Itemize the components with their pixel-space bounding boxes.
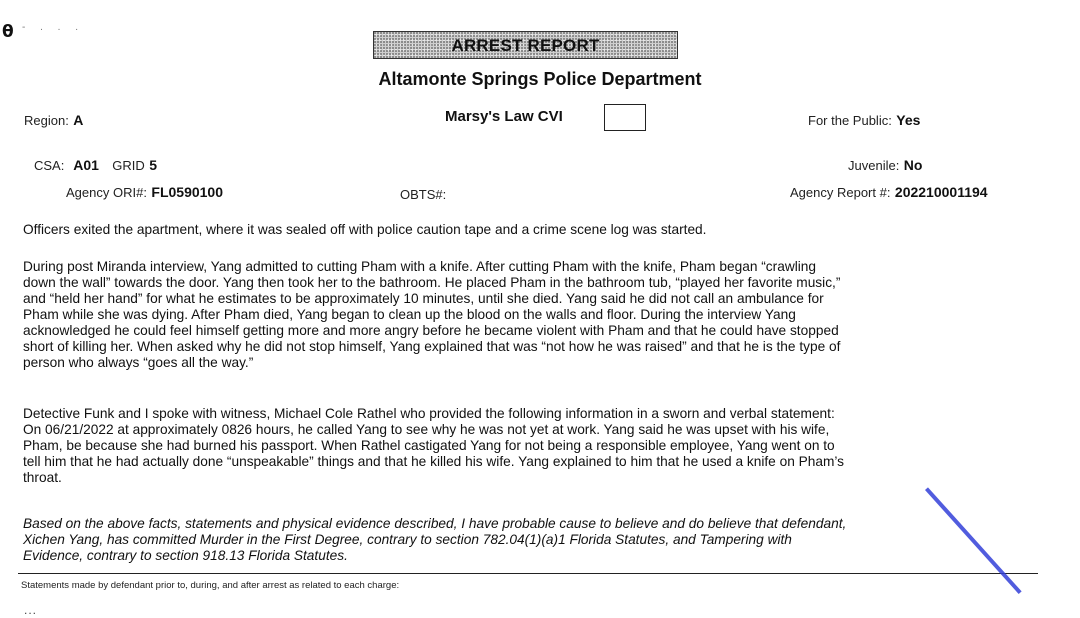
juvenile-value: No [903, 157, 923, 173]
ori-field [66, 184, 223, 202]
region-label: Region: [24, 113, 69, 128]
report-number-field [790, 184, 988, 202]
narrative-paragraph-1 [23, 222, 1043, 238]
narrative-line: Pham while she was dying. After Pham died, Yang began to clean up the blood on the walls and floor. During the interview Yang [23, 307, 796, 322]
section-divider [18, 573, 1038, 574]
narrative-line: and “held her hand” for what he estimates to be approximately 10 minutes, until she died. Yang said he did not call an ambulance for [23, 291, 824, 306]
report-number-value: 202210001194 [894, 184, 988, 200]
narrative-line: Based on the above facts, statements and physical evidence described, I have probable cause to believe and do believe that defendant, [23, 516, 847, 531]
region-field [24, 112, 83, 130]
public-field [808, 112, 920, 130]
grid-label: GRID [112, 158, 145, 173]
narrative-line: short of killing her. When asked why he did not stop himself, Yang explained that was “not how he was raised” and that he is the type of [23, 339, 841, 354]
narrative-line: Evidence, contrary to section 918.13 Florida Statutes. [23, 548, 348, 563]
corner-handwritten-mark: θ [2, 22, 14, 42]
obts-field [400, 186, 446, 204]
public-label: For the Public: [808, 113, 892, 128]
department-name: Altamonte Springs Police Department [378, 69, 702, 89]
narrative-line: On 06/21/2022 at approximately 0826 hours, he called Yang to see why he was not yet at work. Yang said he was upset with his wife, [23, 422, 830, 437]
narrative-paragraph-3 [23, 406, 1043, 486]
ori-value: FL0590100 [151, 184, 223, 200]
ori-label: Agency ORI#: [66, 185, 147, 200]
region-value: A [73, 112, 84, 128]
csa-field [34, 157, 157, 175]
narrative-line: Xichen Yang, has committed Murder in the First Degree, contrary to section 782.04(1)(a)1 Florida Statutes, and Tampering with [23, 532, 792, 547]
report-number-label: Agency Report #: [790, 185, 891, 200]
continuation-mark: ... [24, 603, 38, 617]
narrative-line: acknowledged he could feel himself getting more and more angry before he became violent with Pham and that he could have stopped [23, 323, 839, 338]
public-value: Yes [896, 112, 921, 128]
marsys-law-checkbox[interactable] [604, 104, 646, 131]
narrative-line: During post Miranda interview, Yang admitted to cutting Pham with a knife. After cutting Pham with the knife, Pham began “crawling [23, 259, 817, 274]
juvenile-field [848, 157, 922, 175]
narrative-line: Detective Funk and I spoke with witness, Michael Cole Rathel who provided the following information in a sworn and verbal statement: [23, 406, 835, 421]
corner-dots: - . . . [22, 22, 84, 33]
probable-cause-paragraph [23, 516, 1043, 564]
narrative-line: Pham, be because she had burned his passport. When Rathel castigated Yang for not being a responsible employee, Yang went on to [23, 438, 835, 453]
csa-label: CSA: [34, 158, 65, 173]
grid-value: 5 [149, 157, 158, 173]
marsys-law-label: Marsy's Law CVI [445, 108, 563, 125]
narrative-line: throat. [23, 470, 62, 485]
narrative-line: tell him that he had actually done “unspeakable” things and that he killed his wife. Yang explained to him that he used a knife on Pham’s [23, 454, 845, 469]
narrative-line: Officers exited the apartment, where it was sealed off with police caution tape and a crime scene log was started. [23, 222, 707, 237]
csa-value: A01 [73, 157, 99, 173]
narrative-line: person who always “goes all the way.” [23, 355, 254, 370]
statements-label: Statements made by defendant prior to, during, and after arrest as related to each charge: [21, 580, 400, 591]
narrative-line: down the wall” towards the door. Yang then took her to the bathroom. He placed Pham in the bathroom tub, “played her favorite music,” [23, 275, 841, 290]
report-title: ARREST REPORT [373, 31, 678, 59]
narrative-paragraph-2 [23, 259, 1043, 371]
obts-label: OBTS#: [400, 187, 447, 202]
juvenile-label: Juvenile: [848, 158, 900, 173]
